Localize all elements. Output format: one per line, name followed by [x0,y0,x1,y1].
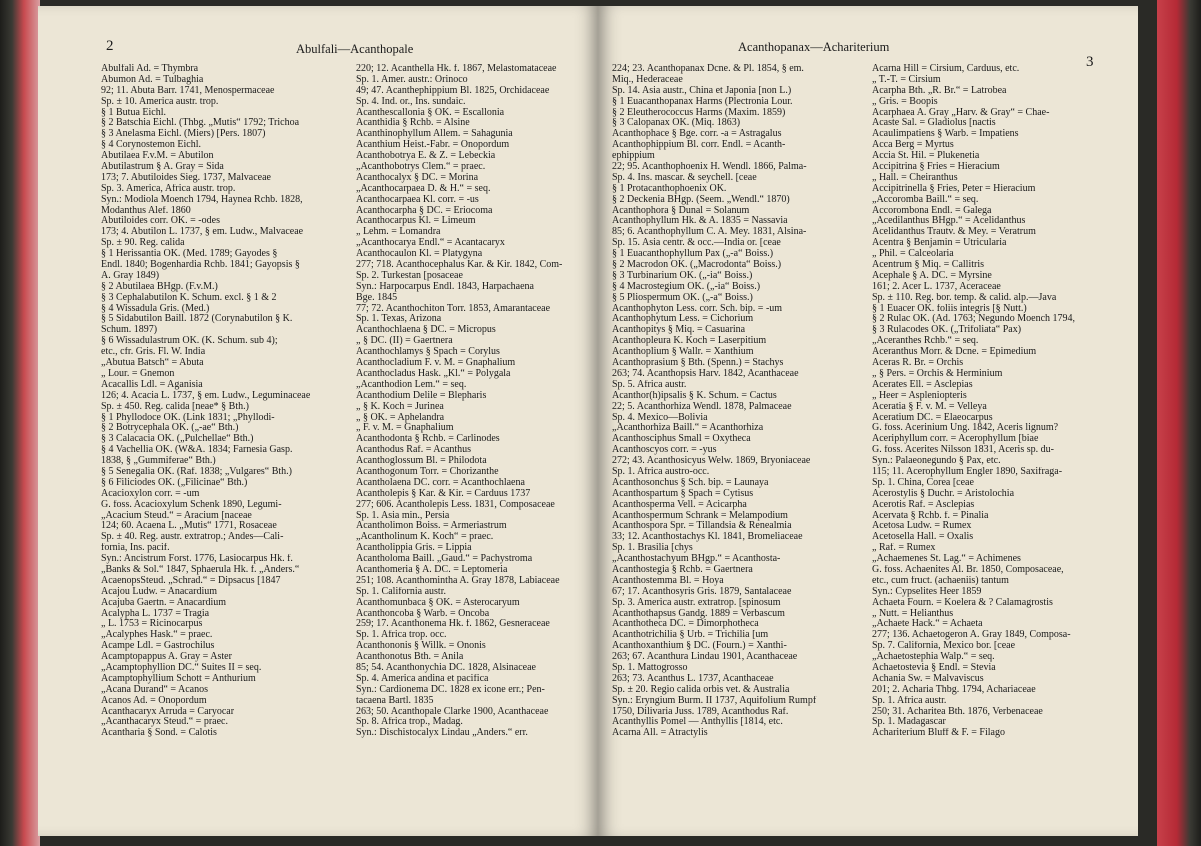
entry-line: 85; 54. Acanthonychia DC. 1828, Alsinaceae [356,662,536,673]
entry-line: „ § OK. = Aphelandra [356,412,445,423]
entry-line: G. foss. Acerites Nilsson 1831, Aceris sp. du- [872,445,1054,456]
entry-line: Accipitrina § Fries = Hieracium [872,162,1000,173]
entry-line: „Banks & Sol.“ 1847, Sphaerula Hk. f. „Anders.“ [101,564,300,575]
entry-line: Acanthophyllum Hk. & A. 1835 = Nassavia [612,216,788,227]
entry-line: Acanthodonta § Rchb. = Carlinodes [356,434,500,445]
entry-line: § 3 Cephalabutilon K. Schum. excl. § 1 & 2 [101,292,277,303]
entry-line: Acaulimpatiens § Warb. = Impatiens [872,129,1019,140]
text-column [356,64,591,739]
entry-line: „Acacium Steud.“ = Aracium [naceae [101,510,252,521]
entry-line: fornia, Ins. pacif. [101,543,170,554]
entry-line: „ Phil. = Calceolaria [872,249,954,260]
entry-line: Acanthophytum Less. = Cichorium [612,314,754,325]
text-column [612,64,870,739]
entry-line: Acanthocaulon Kl. = Platygyna [356,249,483,260]
entry-line: § 5 Pliospermum OK. („-a“ Boiss.) [612,292,753,303]
entry-line: § 1 Herissantia OK. (Med. 1789; Gayodes § [101,249,278,260]
entry-line: Acanthocarpha § DC. = Eriocoma [356,205,493,216]
entry-line: 161; 2. Acer L. 1737, Aceraceae [872,281,1001,292]
entry-line: Sp. 4. America andina et pacifica [356,673,489,684]
entry-line: Sp. 3. America austr. extratrop. [spinosum [612,597,781,608]
entry-line: Acanthononis § Willk. = Ononis [356,641,486,652]
entry-line: „ Nutt. = Helianthus [872,608,954,619]
entry-line: § 3 Turbinarium OK. („-ia“ Boiss.) [612,270,753,281]
entry-line: „Acanthostachyum BHgp.“ = Acanthosta- [612,554,781,565]
entry-line: „ Lour. = Gnemon [101,368,175,379]
entry-line: 173; 7. Abutiloides Sieg. 1737, Malvaceae [101,172,271,183]
entry-line: „ § Pers. = Orchis & Herminium [872,368,1003,379]
entry-line: § 4 Macrostegium OK. („-ia“ Boiss.) [612,281,761,292]
entry-line: 277; 718. Acanthocephalus Kar. & Kir. 1842, Com- [356,260,563,271]
entry-line: Sp. 14. Asia austr., China et Japonia [non L.) [612,85,792,96]
entry-line: Aceratium DC. = Elaeocarpus [872,412,993,423]
entry-line: Acetosella Hall. = Oxalis [872,532,974,543]
entry-line: Bge. 1845 [356,292,398,303]
entry-line: Acephale § A. DC. = Myrsine [872,270,992,281]
left-page [38,6,598,836]
entry-line: § 3 Anelasma Eichl. (Miers) [Pers. 1807) [101,129,266,140]
entry-line: Acantholimon Boiss. = Armeriastrum [356,521,507,532]
entry-line: „Acanthocarpaea D. & H.“ = seq. [356,183,491,194]
entry-line: § 2 Botrycephala OK. („-ae“ Bth.) [101,423,239,434]
entry-line: Sp. ± 20. Regio calida orbis vet. & Australia [612,684,790,695]
entry-line: Acca Berg = Myrtus [872,140,954,151]
entry-line: Acanthosonchus § Sch. bip. = Launaya [612,477,769,488]
entry-line: Sp. ± 450. Reg. calida [neae* § Bth.) [101,401,249,412]
entry-line: A. Gray 1849) [101,270,160,281]
text-column [101,64,381,739]
entry-line: Acamptopappus A. Gray = Aster [101,652,232,663]
entry-line: 33; 12. Acanthostachys Kl. 1841, Bromeliaceae [612,532,803,543]
page-number: 2 [106,38,114,54]
entry-line: Acamptophyllium Schott = Anthurium [101,673,256,684]
entry-line: § 4 Wissadula Gris. (Med.) [101,303,210,314]
book-edge-left [0,0,40,846]
entry-line: „Acantholinum K. Koch“ = praec. [356,532,494,543]
entry-line: Sp. 4. Ind. or., Ins. sundaic. [356,96,466,107]
entry-line: Acanthophora § Dunal = Solanum [612,205,750,216]
entry-line: Sp. 1. Africa trop. occ. [356,630,447,641]
entry-line: § 5 Sidabutilon Baill. 1872 (Corynabutilon § K. [101,314,293,325]
entry-line: 77; 72. Acanthochiton Torr. 1853, Amarantaceae [356,303,551,314]
entry-line: Endl. 1840; Bogenhardia Rchb. 1841; Gayopsis § [101,260,300,271]
entry-line: 22; 95. Acanthophoenix H. Wendl. 1866, Palma- [612,162,807,173]
entry-line: 277; 606. Acantholepis Less. 1831, Composaceae [356,499,555,510]
entry-line: Sp. 1. China, Corea [ceae [872,477,974,488]
entry-line: Acantholoma Baill. „Gaud.“ = Pachystroma [356,554,533,565]
entry-line: Acarphaea A. Gray „Harv. & Gray“ = Chae- [872,107,1050,118]
entry-line: Acanthomeria § A. DC. = Leptomeria [356,564,508,575]
entry-line: Acantholippia Gris. = Lippia [356,543,472,554]
entry-line: Acaste Sal. = Gladiolus [nactis [872,118,996,129]
entry-line: Abulfali Ad. = Thymbra [101,64,199,74]
entry-line: Acantholepis § Kar. & Kir. = Carduus 1737 [356,488,531,499]
entry-line: Acanthospartum § Spach = Cytisus [612,488,754,499]
entry-line: Acanthochlamys § Spach = Corylus [356,347,500,358]
entry-line: Syn.: Eryngium Burm. II 1737, Aquifolium Rumpf [612,695,817,706]
entry-line: „Achaete Hack.“ = Achaeta [872,619,983,630]
entry-line: 263; 74. Acanthopsis Harv. 1842, Acanthaceae [612,368,799,379]
entry-line: Aceranthus Morr. & Dcne. = Epimedium [872,347,1037,358]
entry-line: Sp. 8. Africa trop., Madag. [356,717,463,728]
entry-line: G. foss. Acerinium Ung. 1842, Aceris lignum? [872,423,1059,434]
entry-line: „ Gris. = Boopis [872,96,938,107]
entry-line: 1838, § „Gummiferae“ Bth.) [101,456,216,467]
entry-line: § 4 Vachellia OK. (W&A. 1834; Farnesia Gasp. [101,445,293,456]
entry-line: „Acalyphes Hask.“ = praec. [101,630,213,641]
entry-line: 250; 31. Acharitea Bth. 1876, Verbenaceae [872,706,1043,717]
entry-line: 124; 60. Acaena L. „Mutis“ 1771, Rosaceae [101,521,277,532]
entry-line: Acarpha Bth. „R. Br.“ = Latrobea [872,85,1007,96]
entry-line: § 1 Euacanthopanax Harms (Plectronia Lour. [612,96,793,107]
entry-line: 259; 17. Acanthonema Hk. f. 1862, Gesneraceae [356,619,550,630]
entry-line: 201; 2. Acharia Thbg. 1794, Achariaceae [872,684,1036,695]
entry-line: Acajou Ludw. = Anacardium [101,586,218,597]
entry-line: Aceriphyllum corr. = Acerophyllum [biae [872,434,1039,445]
entry-line: „ Lehm. = Lomandra [356,227,441,238]
entry-line: 22; 5. Acanthorhiza Wendl. 1878, Palmaceae [612,401,792,412]
entry-line: ephippium [612,151,655,162]
entry-line: 92; 11. Abuta Barr. 1741, Menospermaceae [101,85,275,96]
entry-line: „Acana Durand“ = Acanos [101,684,208,695]
entry-line: „Acamptophyllion DC.“ Suites II = seq. [101,662,262,673]
entry-line: Sp. ± 110. Reg. bor. temp. & calid. alp.—Java [872,292,1057,303]
entry-line: Sp. ± 10. America austr. trop. [101,96,219,107]
entry-line: Acanthophippium Bl. corr. Endl. = Acanth- [612,140,786,151]
entry-line: Achaetostevia § Endl. = Stevia [872,662,996,673]
entry-line: Syn.: Dischistocalyx Lindau „Anders.“ err. [356,728,528,739]
entry-line: 224; 23. Acanthopanax Dcne. & Pl. 1854, § em. [612,64,804,74]
entry-line: Acanthoscyos corr. = -yus [612,445,717,456]
entry-line: Modanthus Alef. 1860 [101,205,191,216]
entry-line: „Abutua Batsch“ = Abuta [101,358,204,369]
entry-line: Abumon Ad. = Tulbaghia [101,74,204,85]
entry-line: tacaena Bartl. 1835 [356,695,434,706]
entry-line: Acanthor(h)ipsalis § K. Schum. = Cactus [612,390,777,401]
entry-line: Acanthotheca DC. = Dimorphotheca [612,619,759,630]
entry-line: Acampe Ldl. = Gastrochilus [101,641,215,652]
entry-line: Achariterium Bluff & F. = Filago [872,728,1005,739]
entry-line: Abutilastrum § A. Gray = Sida [101,162,224,173]
entry-line: Sp. ± 40. Reg. austr. extratrop.; Andes—Cali- [101,532,284,543]
entry-line: Sp. 2. Turkestan [posaceae [356,270,463,281]
entry-line: „Achaetostephia Walp.“ = seq. [872,652,995,663]
entry-line: Accipitrinella § Fries, Peter = Hieracium [872,183,1036,194]
entry-line: Syn.: Cypselites Heer 1859 [872,586,982,597]
entry-line: „Acanthorhiza Baill.“ = Acanthorhiza [612,423,764,434]
entry-line: „ Raf. = Rumex [872,543,936,554]
entry-line: Acanthoxanthium § DC. (Fourn.) = Xanthi- [612,641,787,652]
entry-line: Acalypha L. 1737 = Tragia [101,608,210,619]
entry-line: etc., cum fruct. (achaeniis) tantum [872,575,1009,586]
entry-line: Acanthinophyllum Allem. = Sahagunia [356,129,513,140]
entry-line: Sp. 1. Africa austro-occ. [612,466,710,477]
entry-line: § 3 Calopanax OK. (Miq. 1863) [612,118,741,129]
entry-line: „ § K. Koch = Jurinea [356,401,444,412]
entry-line: „Aceranthes Rchb.“ = seq. [872,336,979,347]
entry-line: Syn.: Cardionema DC. 1828 ex icone err.; Pen- [356,684,545,695]
entry-line: Achania Sw. = Malvaviscus [872,673,984,684]
entry-line: Acanthidia § Rchb. = Alsine [356,118,470,129]
entry-line: Acanthoglossum Bl. = Philodota [356,456,487,467]
book-edge-right [1157,0,1201,846]
entry-line: „ Heer = Aspleniopteris [872,390,967,401]
entry-line: Acarna Hill = Cirsium, Carduus, etc. [872,64,1020,74]
entry-line: Acanthostemma Bl. = Hoya [612,575,724,586]
entry-line: 126; 4. Acacia L. 1737, § em. Ludw., Leguminaceae [101,390,311,401]
entry-line: „Acanthacaryx Steud.“ = praec. [101,717,228,728]
entry-line: Acanthostegia § Rchb. = Gaertnera [612,564,753,575]
entry-line: Sp. 4. Ins. mascar. & seychell. [ceae [612,172,757,183]
entry-line: Acanthocladus Hask. „Kl.“ = Polygala [356,368,511,379]
entry-line: Sp. 3. America, Africa austr. trop. [101,183,236,194]
entry-line: Acetosa Ludw. = Rumex [872,521,972,532]
entry-line: Accia St. Hil. = Plukenetia [872,151,980,162]
entry-line: Acanthocarpaea Kl. corr. = -us [356,194,479,205]
entry-line: 263; 50. Acanthopale Clarke 1900, Acanthaceae [356,706,549,717]
entry-line: § 1 Butua Eichl. [101,107,166,118]
entry-line: § 1 Phyllodoce OK. (Link 1831; „Phyllodi- [101,412,275,423]
entry-line: Acacioxylon corr. = -um [101,488,200,499]
entry-line: Sp. 1. Texas, Arizona [356,314,442,325]
entry-line: Aceras R. Br. = Orchis [872,358,964,369]
entry-line: Acervata § Rchb. f. = Pinalia [872,510,989,521]
entry-line: „Acanthobotrys Clem.“ = praec. [356,162,486,173]
entry-line: Sp. 7. California, Mexico bor. [ceae [872,641,1016,652]
entry-line: „Achaemenes St. Lag.“ = Achimenes [872,554,1021,565]
entry-line: Acanthophace § Bge. corr. -a = Astragalus [612,129,782,140]
entry-line: § 6 Wissadulastrum OK. (K. Schum. sub 4); [101,336,278,347]
entry-line: 85; 6. Acanthophyllum C. A. Mey. 1831, Alsina- [612,227,807,238]
entry-line: Acanthocalyx § DC. = Morina [356,172,479,183]
running-head: Acanthopanax—Achariterium [738,40,890,54]
entry-line: Acanthosperma Vell. = Acicarpha [612,499,747,510]
entry-line: § 1 Protacanthophoenix OK. [612,183,727,194]
entry-line: Acentra § Benjamin = Utricularia [872,238,1007,249]
entry-line: Acanthomunbaca § OK. = Asterocaryum [356,597,520,608]
entry-line: Acanthyllis Pomel — Anthyllis [1814, etc. [612,717,783,728]
entry-line: Acanthescallonia § OK. = Escallonia [356,107,505,118]
entry-line: Sp. 1. California austr. [356,586,446,597]
entry-line: G. foss. Achaenites Al. Br. 1850, Composaceae, [872,564,1064,575]
entry-line: 1750, Dilivaria Juss. 1789, Acanthodus Raf. [612,706,789,717]
entry-line: Acanthospermum Schrank = Melampodium [612,510,788,521]
entry-line: 67; 17. Acanthosyris Gris. 1879, Santalaceae [612,586,792,597]
entry-line: § 3 Rulacodes OK. („Trifoliata“ Pax) [872,325,1022,336]
entry-line: 173; 4. Abutilon L. 1737, § em. Ludw., Malvaceae [101,227,304,238]
right-page [598,6,1138,836]
entry-line: § 2 Rulac OK. (Ad. 1763; Negundo Moench 1794, [872,314,1076,325]
entry-line: Sp. 1. Mattogrosso [612,662,688,673]
entry-line: § 3 Calacacia OK. („Pulchellae“ Bth.) [101,434,254,445]
entry-line: § 2 Eleutherococcus Harms (Maxim. 1859) [612,107,786,118]
entry-line: Acanthoncoba § Warb. = Oncoba [356,608,490,619]
entry-line: Acanthogonum Torr. = Chorizanthe [356,466,499,477]
running-head: Abulfali—Acanthopale [296,42,414,56]
entry-line: Sp. 1. Madagascar [872,717,946,728]
entry-line: Acanthopleura K. Koch = Laserpitium [612,336,767,347]
entry-line: 115; 11. Acerophyllum Engler 1890, Saxifraga- [872,466,1063,477]
entry-line: Acanthium Heist.-Fabr. = Onopordum [356,140,510,151]
entry-line: § 2 Macrodon OK. („Macrodonta“ Boiss.) [612,260,782,271]
entry-line: Acanthosciphus Small = Oxytheca [612,434,751,445]
entry-line: Achaeta Fourn. = Koelera & ? Calamagrostis [872,597,1053,608]
entry-line: Acanthochlaena § DC. = Micropus [356,325,496,336]
entry-line: § 2 Batschia Eichl. (Thbg. „Mutis“ 1792; Trichoa [101,118,300,129]
entry-line: „Acanthocarya Endl.“ = Acantacaryx [356,238,505,249]
entry-line: 263; 67. Acanthura Lindau 1901, Acanthaceae [612,652,798,663]
entry-line: Sp. 1. Africa austr. [872,695,947,706]
entry-line: 272; 43. Acanthosicyus Welw. 1869, Bryoniaceae [612,456,811,467]
entry-line: Acanthophyton Less. corr. Sch. bip. = -um [612,303,783,314]
entry-line: „ § DC. (II) = Gaertnera [356,336,453,347]
entry-line: 263; 73. Acanthus L. 1737, Acanthaceae [612,673,774,684]
entry-line: Acanos Ad. = Onopordum [101,695,207,706]
entry-line: „Acedilanthus BHgp.“ = Acelidanthus [872,216,1026,227]
entry-line: § 6 Filiciodes OK. („Filicinae“ Bth.) [101,477,248,488]
entry-line: Syn.: Ancistrum Forst. 1776, Lasiocarpus Hk. f. [101,554,293,565]
entry-line: „ F. v. M. = Gnaphalium [356,423,454,434]
entry-line: „ L. 1753 = Ricinocarpus [101,619,203,630]
text-column [872,64,1108,739]
entry-line: Aceratia § F. v. M. = Velleya [872,401,987,412]
entry-line: Acanthodium Delile = Blepharis [356,390,487,401]
entry-line: Sp. 1. Brasilia [chys [612,543,693,554]
entry-line: Acantharia § Sond. = Calotis [101,728,217,739]
entry-line: G. foss. Acacioxylum Schenk 1890, Legumi- [101,499,282,510]
entry-line: „ Hall. = Cheiranthus [872,172,958,183]
entry-line: Syn.: Modiola Moench 1794, Haynea Rchb. 1828, [101,194,303,205]
entry-line: Syn.: Harpocarpus Endl. 1843, Harpachaena [356,281,534,292]
entry-line: AcaenopsSteud. „Schrad.“ = Dipsacus [1847 [101,575,281,586]
entry-line: Acanthotrichilia § Urb. = Trichilia [um [612,630,769,641]
entry-line: § 1 Euacer OK. foliis integris [§ Nutt.) [872,303,1027,314]
entry-line: Acanthodus Raf. = Acanthus [356,445,472,456]
entry-line: Sp. 5. Africa austr. [612,379,687,390]
entry-line: § 5 Senegalia OK. (Raf. 1838; „Vulgares“ Bth.) [101,466,293,477]
entry-line: Acelidanthus Trautv. & Mey. = Veratrum [872,227,1036,238]
entry-line: etc., cfr. Gris. Fl. W. India [101,347,206,358]
entry-line: Acanthobotrya E. & Z. = Lebeckia [356,151,496,162]
entry-line: Sp. 1. Amer. austr.: Orinoco [356,74,468,85]
entry-line: 220; 12. Acanthella Hk. f. 1867, Melastomataceae [356,64,557,74]
entry-line: 277; 136. Achaetogeron A. Gray 1849, Composa- [872,630,1071,641]
entry-line: „ T.-T. = Cirsium [872,74,941,85]
entry-line: Acanthacaryx Arruda = Caryocar [101,706,235,717]
entry-line: Acacallis Ldl. = Aganisia [101,379,203,390]
entry-line: Acanthospora Spr. = Tillandsia & Renealmia [612,521,792,532]
entry-line: Acentrum § Miq. = Callitris [872,260,985,271]
entry-line: „Acanthodion Lem.“ = seq. [356,379,467,390]
entry-line: „Accoromba Baill.“ = seq. [872,194,979,205]
entry-line: Abutiloides corr. OK. = -odes [101,216,220,227]
entry-line: Sp. ± 90. Reg. calida [101,238,185,249]
entry-line: Sp. 15. Asia centr. & occ.—India or. [ceae [612,238,781,249]
entry-line: 49; 47. Acanthephippium Bl. 1825, Orchidaceae [356,85,550,96]
entry-line: § 4 Corynostemon Eichl. [101,140,201,151]
entry-line: Acanthopitys § Miq. = Casuarina [612,325,746,336]
entry-line: Acanthocarpus Kl. = Limeum [356,216,476,227]
entry-line: Sp. 4. Mexico—Bolivia [612,412,708,423]
entry-line: § 2 Abutilaea BHgp. (F.v.M.) [101,281,218,292]
entry-line: Acantholaena DC. corr. = Acanthochlaena [356,477,525,488]
entry-line: 251; 108. Acanthomintha A. Gray 1878, Labiaceae [356,575,560,586]
entry-line: Acarna All. = Atractylis [612,728,708,739]
entry-line: Sp. 1. Asia min., Persia [356,510,450,521]
entry-line: Acerostylis § Duchr. = Aristolochia [872,488,1015,499]
entry-line: Acajuba Gaertn. = Anacardium [101,597,227,608]
entry-line: Acanthonotus Bth. = Anila [356,652,464,663]
entry-line: Abutilaea F.v.M. = Abutilon [101,151,214,162]
entry-line: Acerates Ell. = Asclepias [872,379,973,390]
entry-line: Miq., Hederaceae [612,74,683,85]
entry-line: Acanthoplium § Wallr. = Xanthium [612,347,754,358]
entry-line: Acanthocladium F. v. M. = Gnaphalium [356,358,516,369]
entry-line: Acanthothapsus Gandg. 1889 = Verbascum [612,608,785,619]
entry-line: Acanthoprasium § Bth. (Spenn.) = Stachys [612,358,784,369]
entry-line: § 2 Deckenia BHgp. (Seem. „Wendl.“ 1870) [612,194,790,205]
entry-line: Syn.: Palaeonegundo § Pax, etc. [872,456,1001,467]
entry-line: Schum. 1897) [101,325,158,336]
entry-line: § 1 Euacanthophyllum Pax („-a“ Boiss.) [612,249,774,260]
entry-line: Accorombona Endl. = Galega [872,205,992,216]
page-number: 3 [1086,54,1094,70]
entry-line: Acerotis Raf. = Asclepias [872,499,975,510]
